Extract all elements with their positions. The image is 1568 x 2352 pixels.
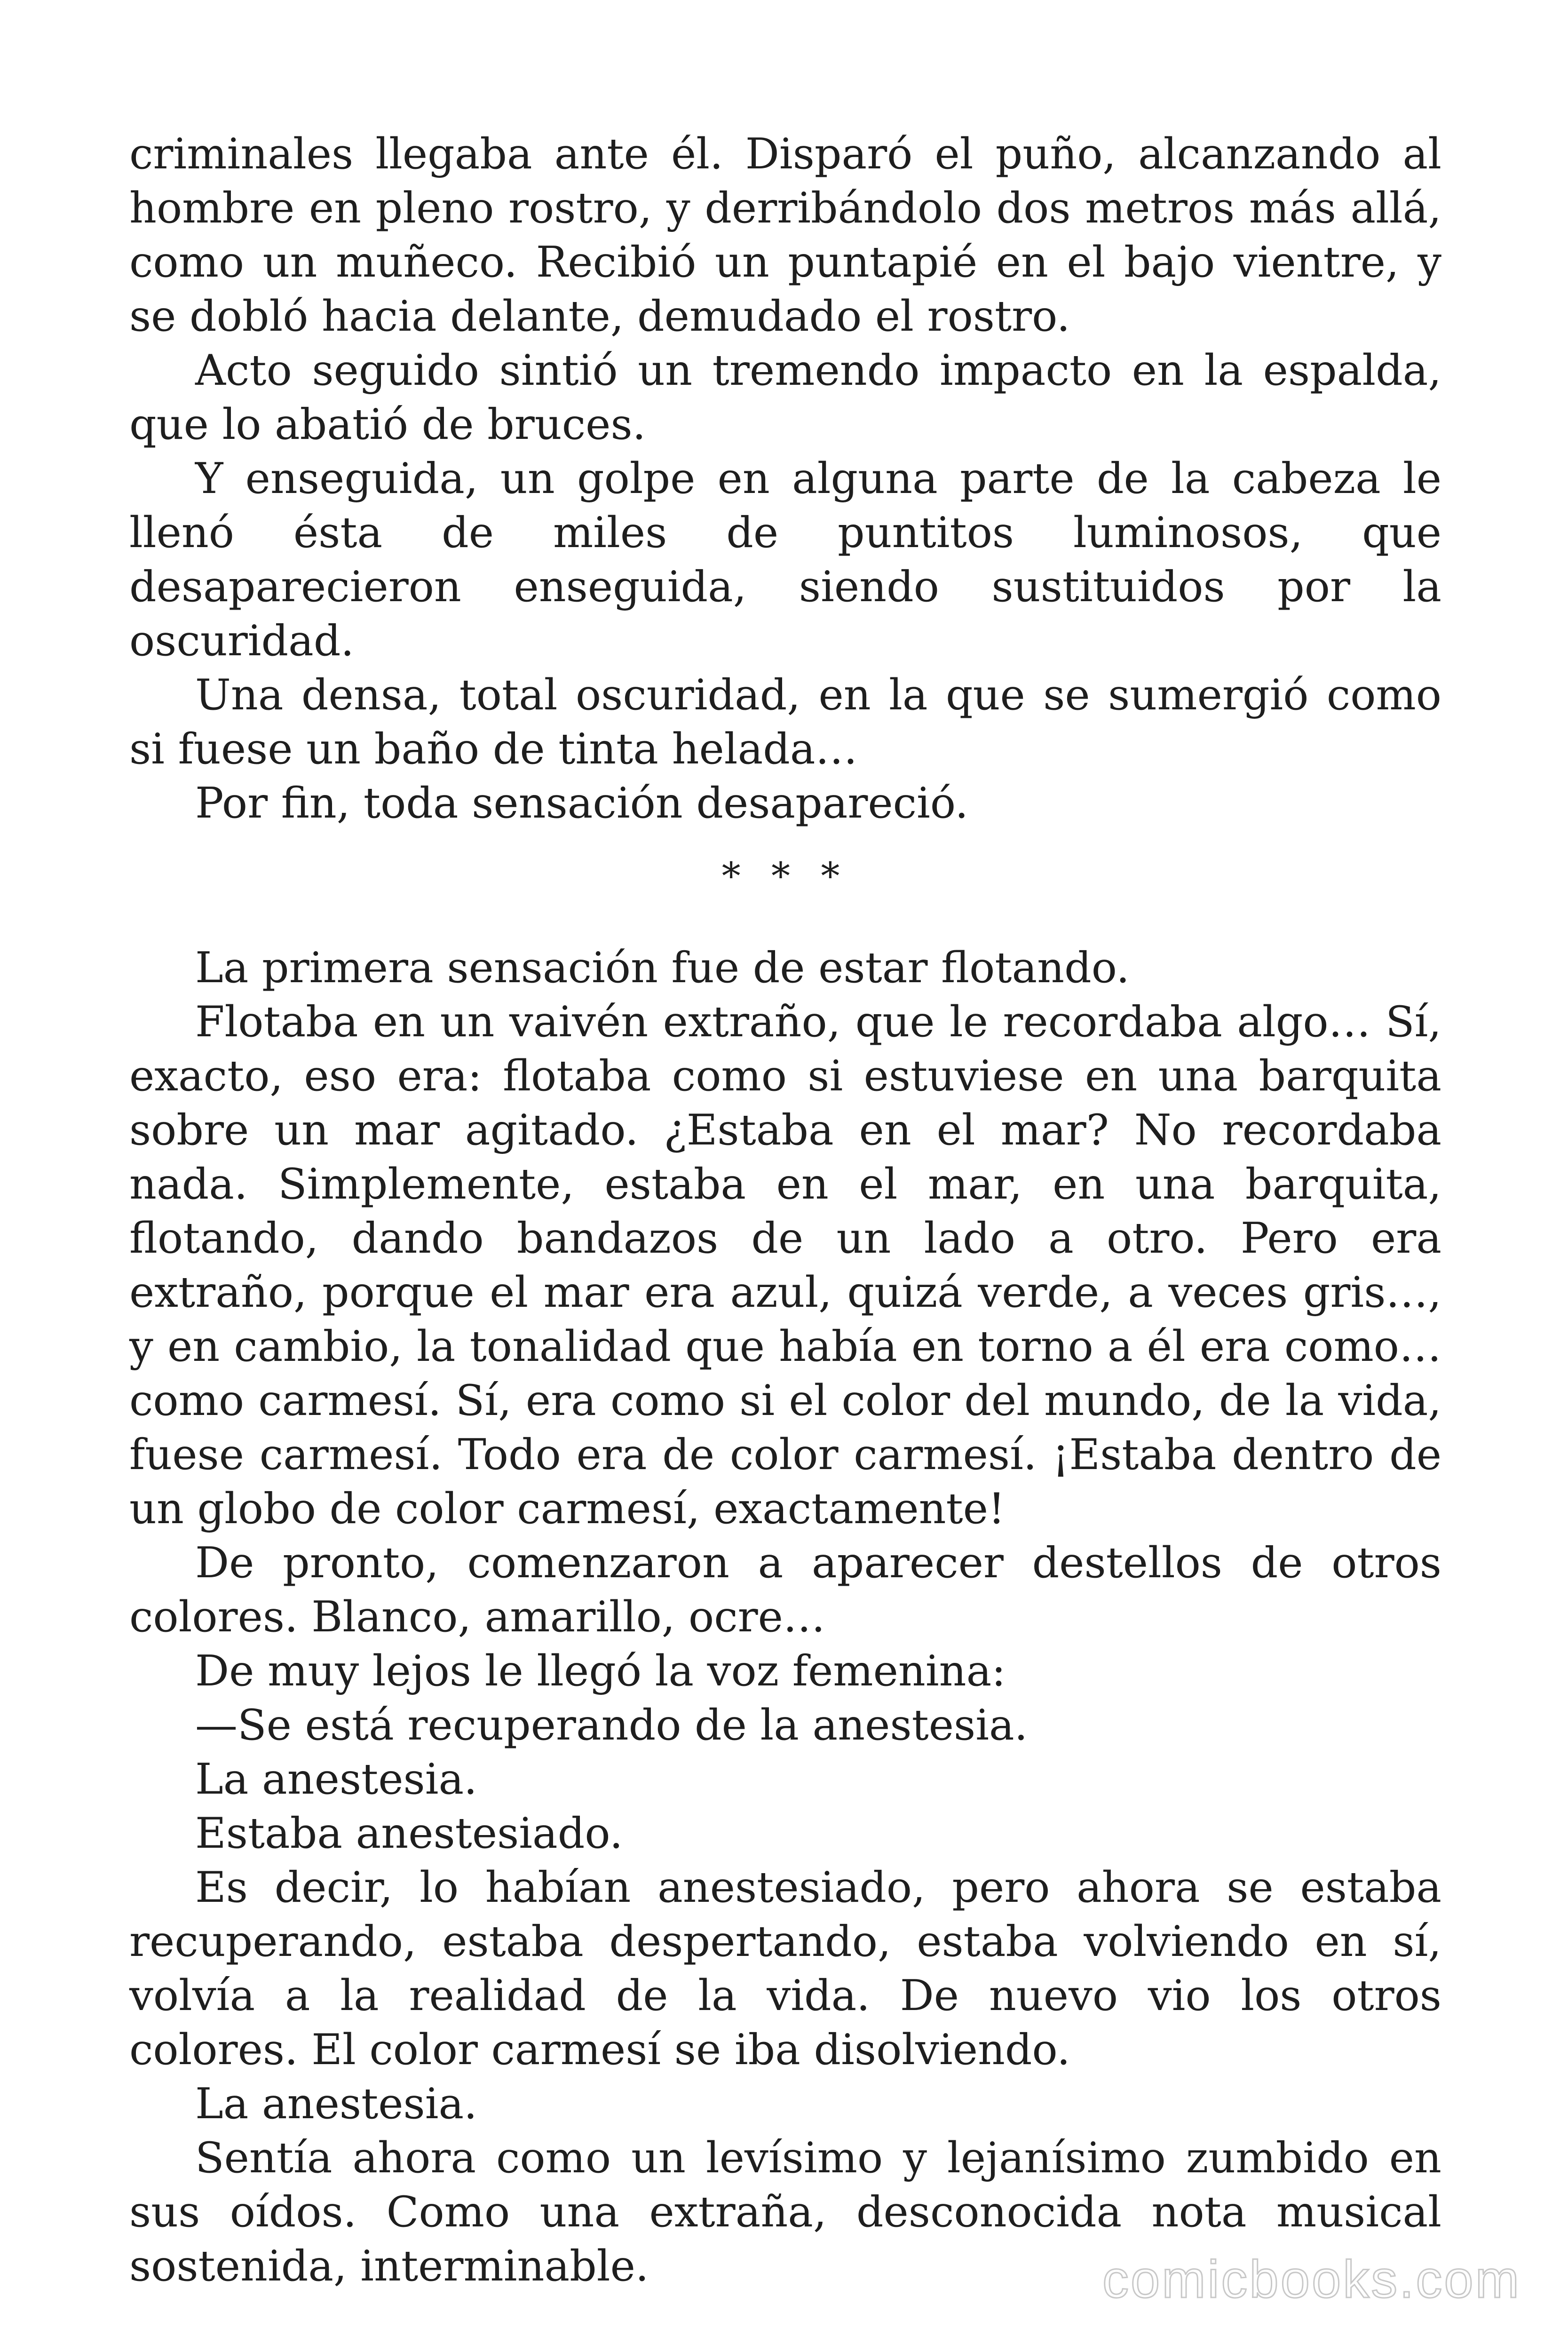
paragraph: La anestesia. [195, 1755, 477, 1804]
paragraph: Acto seguido sintió un tremendo impacto en la espalda, que lo abatió de bruces. [129, 346, 1441, 449]
page-body [129, 127, 1441, 2293]
paragraph: La anestesia. [195, 2079, 477, 2129]
paragraph: Flotaba en un vaivén extraño, que le recordaba algo… Sí, exacto, eso era: flotaba como si estuviese en una barquita sobre un mar agitado. ¿Estaba en el mar? No recordaba nada. Simplemente, estaba en el mar, en una barquita, flotando, dando bandazos de un lado a otro. Pero era extraño, porque el mar era azul, quizá verde, a veces gris…, y en cambio, la tonalidad que había en torno a él era como… como carmesí. Sí, era como si el color del mundo, de la vida, fuese carmesí. Todo era de color carmesí. ¡Estaba dentro de un globo de color carmesí, exactamente! [129, 997, 1441, 1534]
dialogue-line: —Se está recuperando de la anestesia. [195, 1700, 1028, 1750]
paragraph: Por fin, toda sensación desapareció. [195, 779, 969, 828]
paragraph: Sentía ahora como un levísimo y lejanísimo zumbido en sus oídos. Como una extraña, desconocida nota musical sostenida, interminable. [129, 2133, 1441, 2291]
watermark: comicbooks.com [1102, 2250, 1521, 2309]
paragraph: La primera sensación fue de estar flotando. [195, 943, 1130, 993]
paragraph: Y enseguida, un golpe en alguna parte de la cabeza le llenó ésta de miles de puntitos luminosos, que desaparecieron enseguida, siendo sustituidos por la oscuridad. [129, 454, 1441, 666]
paragraph: Una densa, total oscuridad, en la que se sumergió como si fuese un baño de tinta helada… [129, 670, 1441, 774]
paragraph: De pronto, comenzaron a aparecer destellos de otros colores. Blanco, amarillo, ocre… [129, 1538, 1441, 1642]
section-separator: * * * [721, 854, 849, 898]
paragraph: Estaba anestesiado. [195, 1809, 623, 1858]
paragraph: criminales llegaba ante él. Disparó el puño, alcanzando al hombre en pleno rostro, y derribándolo dos metros más allá, como un muñeco. Recibió un puntapié en el bajo vientre, y se dobló hacia delante, demudado el rostro. [129, 129, 1441, 341]
paragraph: Es decir, lo habían anestesiado, pero ahora se estaba recuperando, estaba despertando, estaba volviendo en sí, volvía a la realidad de la vida. De nuevo vio los otros colores. El color carmesí se iba disolviendo. [129, 1863, 1441, 2074]
paragraph: De muy lejos le llegó la voz femenina: [195, 1646, 1006, 1696]
